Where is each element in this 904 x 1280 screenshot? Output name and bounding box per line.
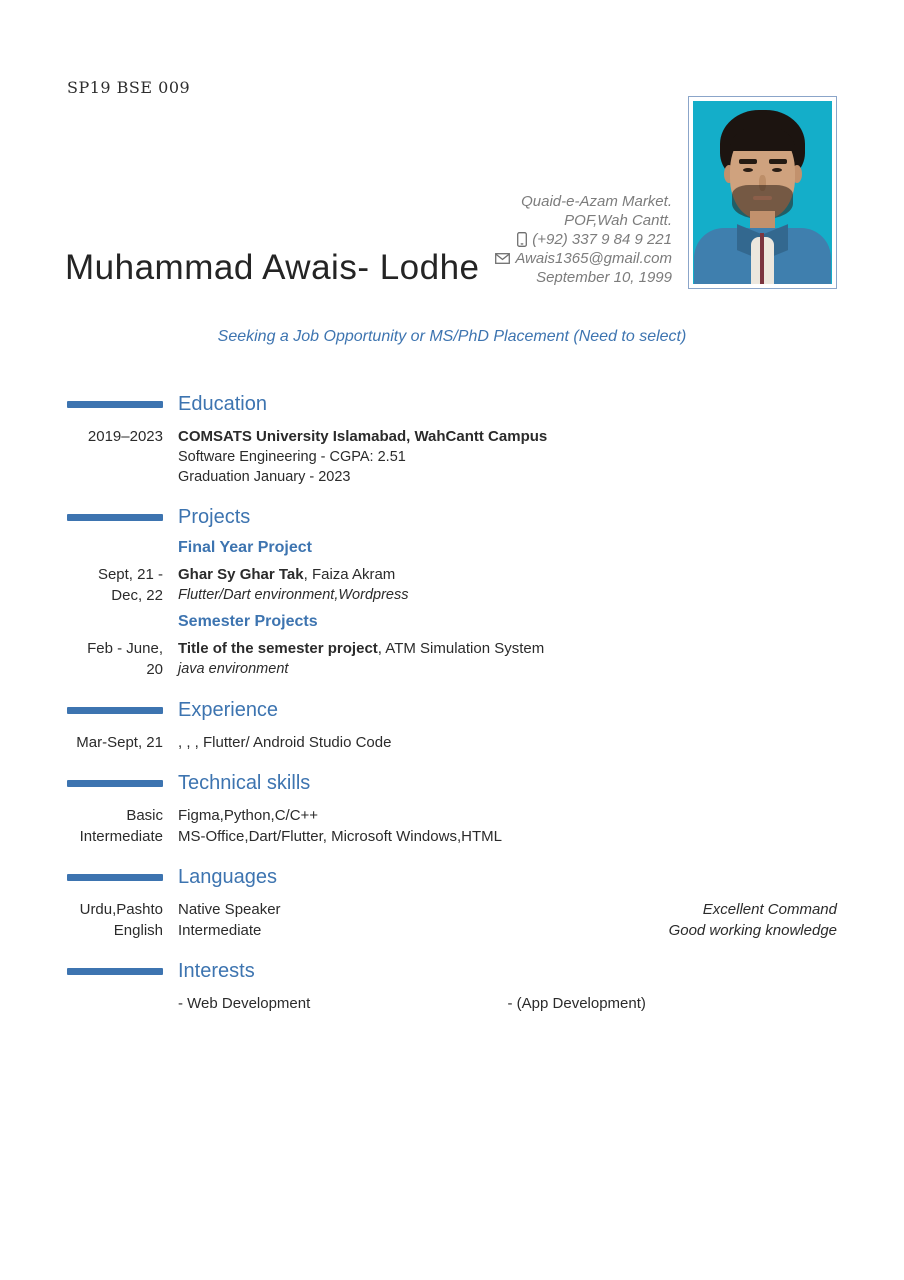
skill-level: Intermediate (79, 828, 163, 845)
birth-date: September 10, 1999 (536, 269, 672, 286)
section-rule-bar (67, 780, 163, 787)
section-title-languages: Languages (178, 866, 277, 888)
language-comment: Excellent Command (702, 901, 837, 918)
project-date-line: Sept, 21 - (97, 566, 163, 583)
skill-row (67, 826, 837, 847)
project-suffix: , Faiza Akram (303, 566, 396, 583)
section-languages (67, 864, 837, 890)
photo-mouth (753, 196, 772, 200)
language-name: Urdu,Pashto (79, 901, 163, 918)
section-rule-bar (67, 514, 163, 521)
section-title-interests: Interests (178, 960, 255, 982)
language-level: Intermediate (178, 922, 262, 939)
email-address: Awais1365@gmail.com (515, 250, 672, 267)
photo-eyebrow (769, 159, 787, 164)
skill-list: Figma,Python,C/C++ (178, 807, 319, 824)
section-rule-bar (67, 707, 163, 714)
section-title-projects: Projects (178, 506, 251, 528)
interest-item: - (App Development) (507, 995, 646, 1012)
cv-body (0, 391, 904, 1014)
education-degree: Software Engineering - CGPA: 2.51 (178, 449, 406, 465)
envelope-icon (495, 253, 510, 264)
objective-quote: Seeking a Job Opportunity or MS/PhD Placement (Need to select) (217, 328, 687, 345)
section-title-experience: Experience (178, 699, 279, 721)
project-title: Ghar Sy Ghar Tak (178, 566, 304, 583)
language-comment: Good working knowledge (668, 922, 837, 939)
education-graduation: Graduation January - 2023 (178, 469, 351, 485)
section-projects (67, 504, 837, 530)
section-technical-skills (67, 770, 837, 796)
address-text: POF,Wah Cantt. (564, 212, 672, 229)
subsection-final-year-project: Final Year Project (178, 539, 312, 556)
student-id: SP19 BSE 009 (67, 78, 191, 97)
cv-header (0, 0, 904, 374)
skill-row (67, 805, 837, 826)
project-content (178, 638, 837, 679)
project-dates (67, 638, 163, 680)
email-line (495, 249, 672, 268)
person-name: Muhammad Awais- Lodhe (65, 248, 480, 287)
project-tech: Flutter/Dart environment,Wordpress (178, 587, 409, 603)
interests-row (67, 993, 837, 1014)
interest-item: - Web Development (178, 995, 311, 1012)
project-dates (67, 564, 163, 606)
photo-eye (772, 168, 782, 172)
language-row (67, 920, 837, 941)
contact-block (495, 192, 672, 287)
project-entry-semester (67, 638, 837, 680)
section-rule-bar (67, 401, 163, 408)
section-education (67, 391, 837, 417)
section-experience (67, 697, 837, 723)
photo-eye (743, 168, 753, 172)
photo-zipper (760, 233, 764, 284)
photo-eyebrow (739, 159, 757, 164)
language-content (178, 920, 837, 941)
profile-photo (688, 96, 837, 289)
education-years: 2019–2023 (87, 428, 163, 445)
project-date-line: Feb - June, (87, 640, 163, 657)
experience-entry (67, 732, 837, 753)
education-school: COMSATS University Islamabad, WahCantt Campus (178, 428, 548, 445)
experience-years: Mar-Sept, 21 (76, 734, 163, 751)
project-date-line: Dec, 22 (111, 587, 163, 604)
language-row (67, 899, 837, 920)
phone-number: (+92) 337 9 84 9 221 (532, 231, 672, 248)
language-content (178, 899, 837, 920)
language-name: English (113, 922, 163, 939)
project-entry-final-year (67, 564, 837, 606)
skill-level: Basic (126, 807, 163, 824)
skill-list: MS-Office,Dart/Flutter, Microsoft Windows,HTML (178, 828, 502, 845)
section-rule-bar (67, 968, 163, 975)
section-interests (67, 958, 837, 984)
section-rule-bar (67, 874, 163, 881)
address-line-2 (495, 211, 672, 230)
mobile-phone-icon (517, 232, 527, 247)
section-title-education: Education (178, 393, 267, 415)
phone-line (495, 230, 672, 249)
project-tech: java environment (178, 661, 289, 677)
birth-date-line (495, 268, 672, 287)
education-content (178, 426, 837, 487)
subsection-semester-projects: Semester Projects (178, 613, 318, 630)
project-date-line: 20 (146, 661, 163, 678)
profile-photo-art (693, 101, 832, 284)
project-title: Title of the semester project (178, 640, 378, 657)
address-text: Quaid-e-Azam Market. (521, 193, 672, 210)
interests-list (178, 993, 837, 1014)
address-line-1 (495, 192, 672, 211)
section-title-technical-skills: Technical skills (178, 772, 311, 794)
experience-description: , , , Flutter/ Android Studio Code (178, 734, 392, 751)
project-content (178, 564, 837, 605)
language-level: Native Speaker (178, 901, 281, 918)
education-entry (67, 426, 837, 487)
project-suffix: , ATM Simulation System (377, 640, 545, 657)
